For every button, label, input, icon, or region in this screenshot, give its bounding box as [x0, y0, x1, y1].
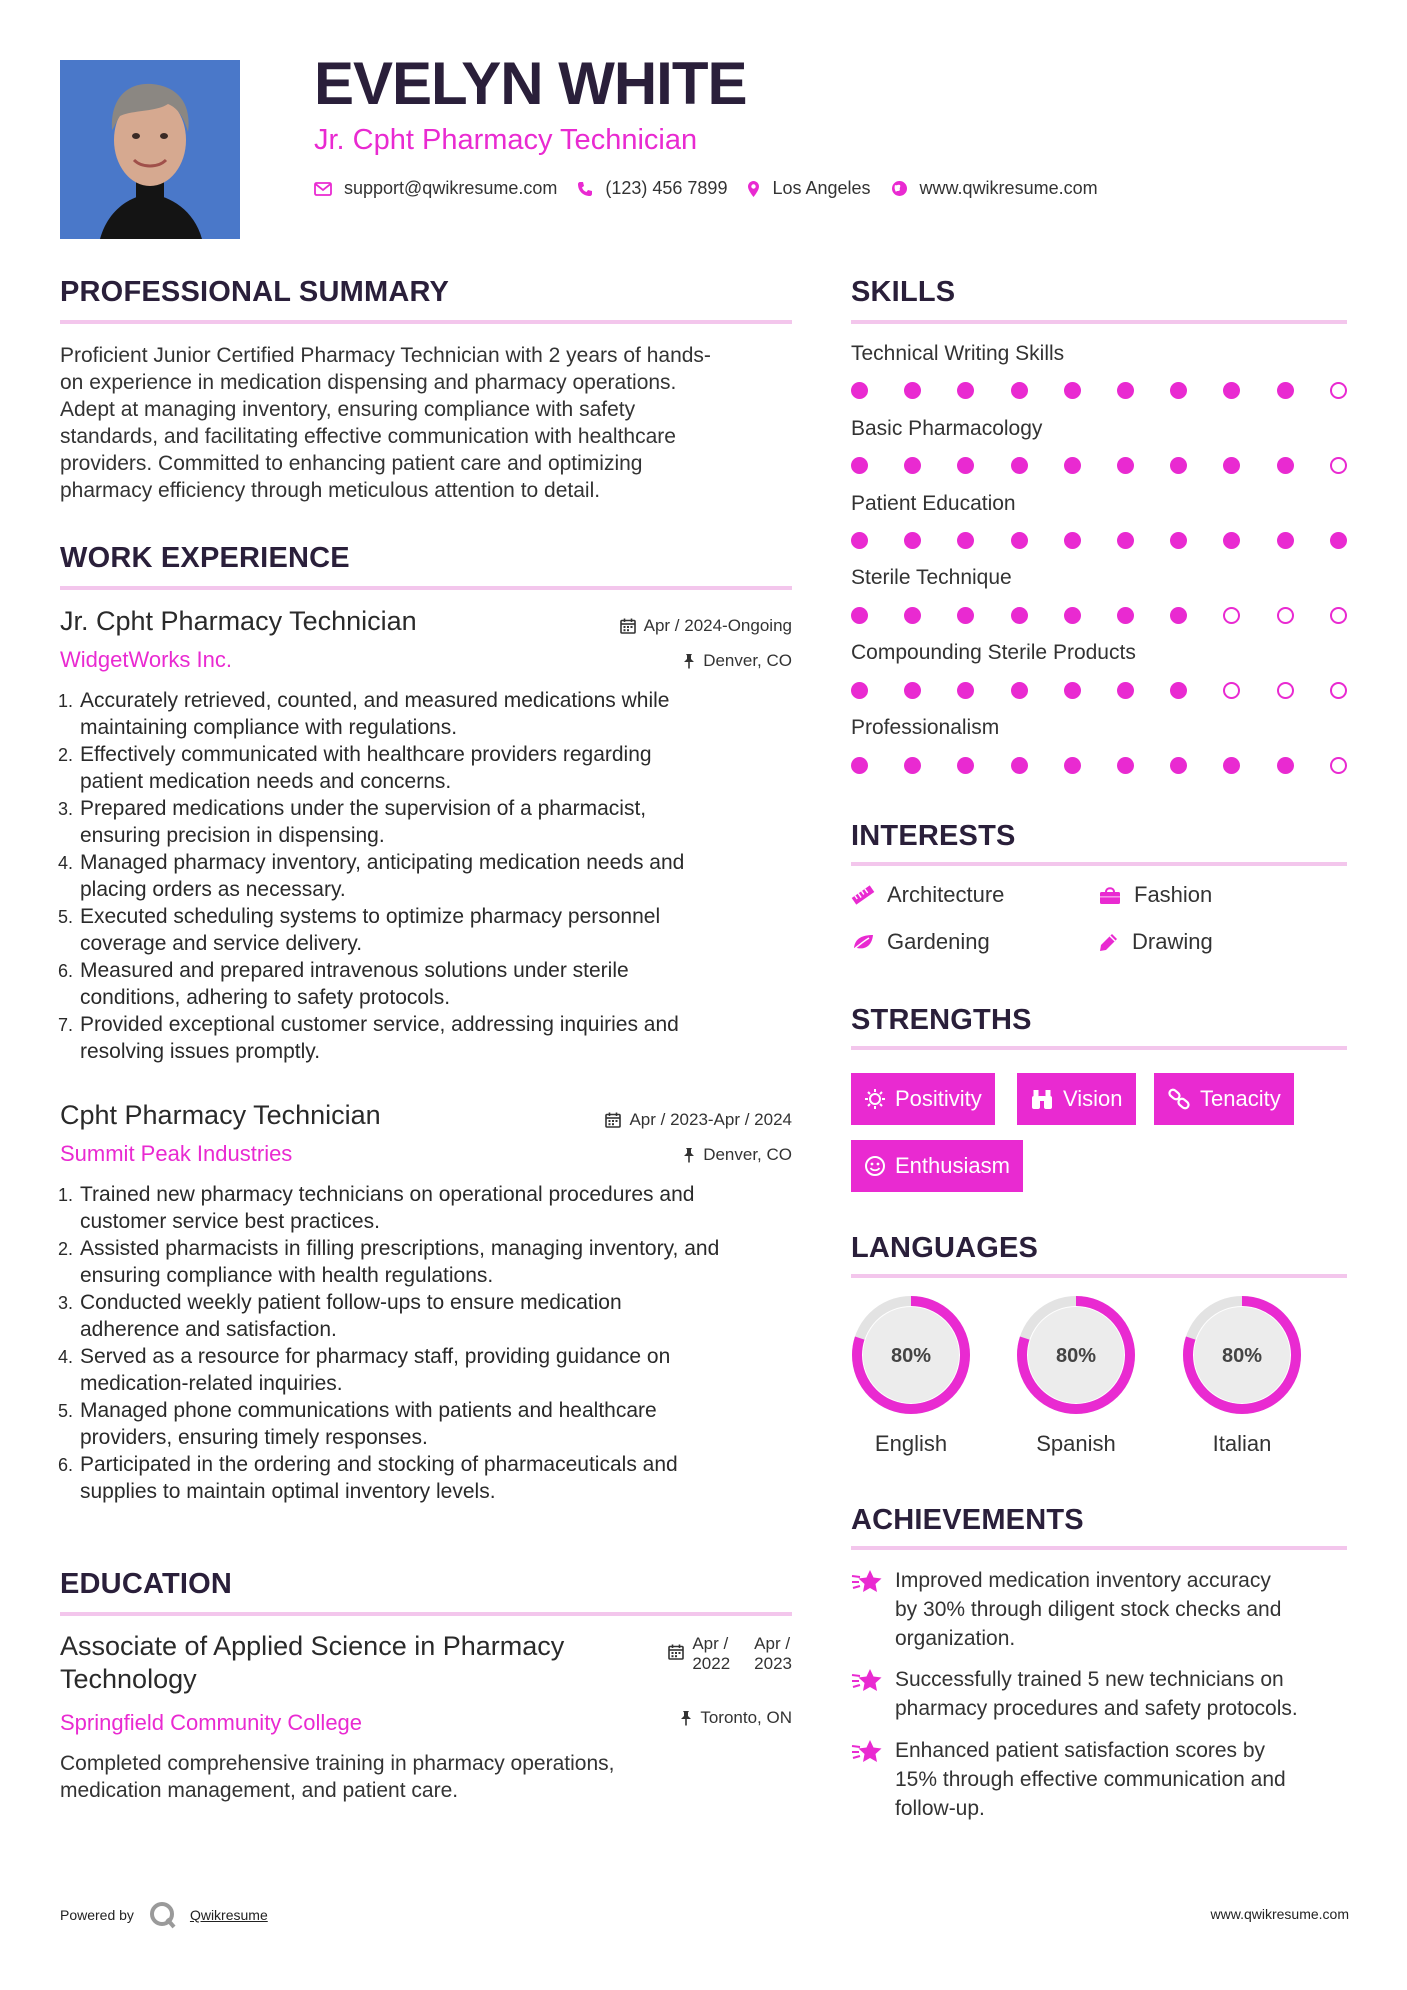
bullet-line: Effectively communicated with healthcare providers regarding	[80, 743, 652, 766]
language-item	[1015, 1294, 1137, 1457]
envelope-icon	[314, 182, 332, 196]
rating-dot-filled	[1064, 757, 1081, 774]
language-item	[850, 1294, 972, 1457]
achievement-line: follow-up.	[895, 1797, 985, 1820]
bullet-line: Trained new pharmacy technicians on operational procedures and	[80, 1183, 695, 1206]
calendar-icon	[620, 618, 636, 634]
candidate-title: Jr. Cpht Pharmacy Technician	[314, 124, 698, 156]
rating-dot-filled	[1117, 457, 1134, 474]
achievements-heading: ACHIEVEMENTS	[851, 1504, 1084, 1536]
bullet-line: Managed phone communications with patients and healthcare	[80, 1399, 657, 1422]
strength-tag	[1154, 1073, 1294, 1125]
achievement-text	[895, 1736, 1286, 1823]
rating-dot-empty	[1330, 607, 1347, 624]
job-date	[620, 616, 792, 636]
education-location-text: Toronto, ON	[700, 1708, 792, 1727]
rating-dot-filled	[851, 757, 868, 774]
end-date-year: 2023	[754, 1654, 792, 1673]
qwikresume-link[interactable]: Qwikresume	[189, 1907, 268, 1923]
job-title: Cpht Pharmacy Technician	[60, 1100, 381, 1130]
list-item	[78, 1235, 792, 1289]
location-text: Los Angeles	[772, 178, 871, 198]
language-progress-ring	[1181, 1294, 1303, 1416]
start-date	[692, 1634, 730, 1674]
shooting-star-icon	[851, 1568, 883, 1596]
interest-label: Architecture	[887, 882, 1005, 907]
bullet-line: placing orders as necessary.	[80, 878, 346, 901]
rating-dot-empty	[1223, 682, 1240, 699]
rating-dot-filled	[851, 382, 868, 399]
strength-label: Enthusiasm	[895, 1153, 1010, 1178]
job-company: Summit Peak Industries	[60, 1141, 293, 1166]
contact-bar	[314, 178, 1118, 199]
summary-line: Proficient Junior Certified Pharmacy Technician with 2 years of hands-	[60, 344, 711, 367]
skill-name: Technical Writing Skills	[851, 342, 1065, 365]
achievements-divider	[851, 1546, 1347, 1550]
summary-divider	[60, 320, 792, 324]
rating-dot-filled	[1011, 682, 1028, 699]
portrait-image	[60, 60, 240, 239]
interest-item	[851, 929, 990, 955]
contact-email[interactable]	[314, 178, 557, 199]
rating-dot-filled	[1011, 607, 1028, 624]
progress-percent-label: 80%	[1055, 1345, 1097, 1367]
summary-line: on experience in medication dispensing and pharmacy operations.	[60, 371, 677, 394]
rating-dot-filled	[1117, 757, 1134, 774]
list-item	[78, 795, 792, 849]
shooting-star-icon	[851, 1667, 883, 1695]
rating-dot-filled	[1170, 607, 1187, 624]
bullet-line: ensuring compliance with health regulations.	[80, 1264, 494, 1287]
rating-dot-filled	[1117, 607, 1134, 624]
rating-dot-filled	[957, 457, 974, 474]
interest-item	[851, 882, 1004, 908]
ruler-icon	[851, 885, 875, 905]
rating-dot-filled	[1223, 532, 1240, 549]
rating-dot-filled	[957, 682, 974, 699]
rating-dot-filled	[1064, 457, 1081, 474]
strengths-heading: STRENGTHS	[851, 1004, 1032, 1036]
summary-line: Adept at managing inventory, ensuring compliance with safety	[60, 398, 636, 421]
job-date-text: Apr / 2023-Apr / 2024	[629, 1110, 792, 1129]
job-location-text: Denver, CO	[703, 1145, 792, 1164]
education-desc-line: Completed comprehensive training in pharmacy operations,	[60, 1752, 615, 1775]
interest-label: Fashion	[1134, 882, 1213, 907]
bullet-line: Participated in the ordering and stocking of pharmaceuticals and	[80, 1453, 678, 1476]
language-progress-ring	[1015, 1294, 1137, 1416]
rating-dot-filled	[851, 457, 868, 474]
sun-icon	[864, 1088, 886, 1110]
bullet-line: Provided exceptional customer service, addressing inquiries and	[80, 1013, 679, 1036]
globe-icon	[891, 180, 908, 197]
job-title: Jr. Cpht Pharmacy Technician	[60, 606, 417, 636]
degree-line: Technology	[60, 1664, 197, 1694]
education-location	[680, 1708, 792, 1728]
start-date-year: 2022	[692, 1654, 731, 1673]
leaf-icon	[851, 932, 875, 952]
pencil-icon	[1098, 932, 1120, 952]
strength-tag	[1017, 1073, 1136, 1125]
skill-rating	[851, 457, 1347, 475]
bullet-line: Prepared medications under the supervision of a pharmacist,	[80, 797, 647, 820]
skill-name: Basic Pharmacology	[851, 417, 1043, 440]
footer-powered-by	[60, 1900, 268, 1930]
rating-dot-filled	[1223, 382, 1240, 399]
candidate-name: EVELYN WHITE	[314, 50, 747, 117]
strengths-divider	[851, 1046, 1347, 1050]
list-item	[78, 849, 792, 903]
skill-rating	[851, 607, 1347, 625]
job-location	[683, 651, 792, 671]
rating-dot-filled	[1011, 457, 1028, 474]
achievement-text	[895, 1665, 1298, 1723]
bullet-line: Assisted pharmacists in filling prescriptions, managing inventory, and	[80, 1237, 720, 1260]
rating-dot-filled	[1117, 532, 1134, 549]
education-heading: EDUCATION	[60, 1568, 233, 1600]
education-description	[60, 1750, 792, 1804]
rating-dot-filled	[1170, 382, 1187, 399]
contact-location	[747, 178, 870, 199]
link-icon	[1167, 1088, 1191, 1110]
end-date	[754, 1634, 792, 1674]
website-text: www.qwikresume.com	[919, 178, 1098, 198]
job-entry	[60, 1100, 792, 1505]
rating-dot-filled	[957, 607, 974, 624]
list-item	[78, 1397, 792, 1451]
bullet-line: patient medication needs and concerns.	[80, 770, 452, 793]
language-name: Italian	[1212, 1431, 1272, 1456]
rating-dot-filled	[1170, 532, 1187, 549]
rating-dot-filled	[1064, 382, 1081, 399]
phone-icon	[577, 181, 593, 197]
rating-dot-filled	[957, 757, 974, 774]
rating-dot-filled	[1064, 607, 1081, 624]
rating-dot-filled	[851, 607, 868, 624]
language-progress-ring	[850, 1294, 972, 1416]
achievement-line: by 30% through diligent stock checks and	[895, 1598, 1282, 1621]
rating-dot-empty	[1277, 607, 1294, 624]
list-item	[78, 687, 792, 741]
list-item	[78, 1451, 792, 1505]
rating-dot-filled	[1277, 532, 1294, 549]
rating-dot-filled	[1223, 757, 1240, 774]
rating-dot-filled	[1011, 757, 1028, 774]
language-name: Spanish	[1036, 1431, 1116, 1456]
progress-percent-label: 80%	[890, 1345, 932, 1367]
skill-name: Patient Education	[851, 492, 1016, 515]
rating-dot-filled	[1170, 457, 1187, 474]
rating-dot-filled	[851, 682, 868, 699]
rating-dot-filled	[904, 757, 921, 774]
rating-dot-filled	[1117, 682, 1134, 699]
rating-dot-filled	[957, 532, 974, 549]
achievement-text	[895, 1566, 1281, 1653]
list-item	[78, 957, 792, 1011]
rating-dot-empty	[1330, 757, 1347, 774]
pushpin-icon	[683, 1147, 695, 1163]
achievement-item	[851, 1736, 1351, 1823]
rating-dot-empty	[1277, 682, 1294, 699]
bullet-line: Measured and prepared intravenous solutions under sterile	[80, 959, 629, 982]
list-item	[78, 1181, 792, 1235]
rating-dot-filled	[904, 682, 921, 699]
bullet-line: medication-related inquiries.	[80, 1372, 343, 1395]
rating-dot-empty	[1223, 607, 1240, 624]
bullet-line: supplies to maintain optimal inventory levels.	[80, 1480, 496, 1503]
interests-heading: INTERESTS	[851, 820, 1016, 852]
list-item	[78, 1343, 792, 1397]
skills-divider	[851, 320, 1347, 324]
list-item	[78, 1011, 792, 1065]
interest-label: Drawing	[1132, 929, 1213, 954]
skill-name: Compounding Sterile Products	[851, 641, 1136, 664]
bullet-line: adherence and satisfaction.	[80, 1318, 337, 1341]
achievement-line: Successfully trained 5 new technicians on	[895, 1668, 1284, 1691]
list-item	[78, 741, 792, 795]
email-text: support@qwikresume.com	[344, 178, 558, 198]
bullet-line: Managed pharmacy inventory, anticipating medication needs and	[80, 851, 685, 874]
start-date-month: Apr /	[692, 1634, 729, 1653]
skill-name: Professionalism	[851, 716, 1000, 739]
rating-dot-filled	[904, 382, 921, 399]
skill-rating	[851, 532, 1347, 550]
strength-label: Vision	[1063, 1086, 1123, 1111]
rating-dot-filled	[1223, 457, 1240, 474]
rating-dot-filled	[1277, 382, 1294, 399]
education-desc-line: medication management, and patient care.	[60, 1779, 459, 1802]
job-entry	[60, 606, 792, 1065]
achievement-line: Enhanced patient satisfaction scores by	[895, 1739, 1266, 1762]
degree-line: Associate of Applied Science in Pharmacy	[60, 1631, 565, 1661]
bullet-line: conditions, adhering to safety protocols.	[80, 986, 451, 1009]
interest-item	[1098, 929, 1213, 955]
map-pin-icon	[747, 180, 760, 198]
smile-icon	[864, 1155, 886, 1177]
job-company: WidgetWorks Inc.	[60, 647, 232, 672]
binoculars-icon	[1030, 1088, 1054, 1110]
education-dates	[668, 1634, 792, 1674]
skill-rating	[851, 382, 1347, 400]
contact-phone[interactable]	[577, 178, 727, 199]
job-location-text: Denver, CO	[703, 651, 792, 670]
school-name: Springfield Community College	[60, 1710, 363, 1735]
strength-tag	[851, 1140, 1023, 1192]
phone-text: (123) 456 7899	[605, 178, 728, 198]
pushpin-icon	[680, 1710, 692, 1726]
contact-website[interactable]	[891, 178, 1098, 199]
interests-divider	[851, 862, 1347, 866]
rating-dot-filled	[1064, 682, 1081, 699]
list-item	[78, 1289, 792, 1343]
bullet-line: Conducted weekly patient follow-ups to ensure medication	[80, 1291, 622, 1314]
calendar-icon	[668, 1644, 684, 1660]
summary-heading: PROFESSIONAL SUMMARY	[60, 276, 450, 308]
bullet-line: Accurately retrieved, counted, and measured medications while	[80, 689, 670, 712]
interest-item	[1098, 882, 1212, 908]
language-item	[1181, 1294, 1303, 1457]
achievement-line: organization.	[895, 1627, 1016, 1650]
rating-dot-filled	[1011, 382, 1028, 399]
rating-dot-filled	[1011, 532, 1028, 549]
experience-heading: WORK EXPERIENCE	[60, 542, 350, 574]
powered-by-text: Powered by	[60, 1907, 134, 1923]
rating-dot-filled	[904, 607, 921, 624]
job-date	[605, 1110, 792, 1130]
rating-dot-filled	[1117, 382, 1134, 399]
summary-line: standards, and facilitating effective communication with healthcare	[60, 425, 676, 448]
interest-label: Gardening	[887, 929, 990, 954]
achievement-line: pharmacy procedures and safety protocols.	[895, 1697, 1298, 1720]
bullet-line: ensuring precision in dispensing.	[80, 824, 385, 847]
languages-divider	[851, 1274, 1347, 1278]
job-responsibilities	[60, 687, 792, 1065]
shooting-star-icon	[851, 1738, 883, 1766]
education-divider	[60, 1612, 792, 1616]
shopping-bag-icon	[1098, 885, 1122, 905]
strength-label: Positivity	[895, 1086, 982, 1111]
strength-label: Tenacity	[1200, 1086, 1281, 1111]
strength-tag	[851, 1073, 995, 1125]
bullet-line: maintaining compliance with regulations.	[80, 716, 458, 739]
achievement-item	[851, 1566, 1351, 1653]
rating-dot-filled	[904, 457, 921, 474]
progress-percent-label: 80%	[1221, 1345, 1263, 1367]
skill-rating	[851, 682, 1347, 700]
bullet-line: resolving issues promptly.	[80, 1040, 321, 1063]
rating-dot-empty	[1330, 682, 1347, 699]
profile-photo	[60, 60, 240, 239]
rating-dot-filled	[1170, 757, 1187, 774]
list-item	[78, 903, 792, 957]
achievement-line: 15% through effective communication and	[895, 1768, 1286, 1791]
rating-dot-filled	[1277, 757, 1294, 774]
job-date-text: Apr / 2024-Ongoing	[643, 616, 792, 635]
summary-text	[60, 342, 800, 504]
rating-dot-filled	[1330, 532, 1347, 549]
rating-dot-filled	[904, 532, 921, 549]
bullet-line: Executed scheduling systems to optimize pharmacy personnel	[80, 905, 661, 928]
qwikresume-logo-icon	[148, 1900, 178, 1930]
rating-dot-filled	[851, 532, 868, 549]
pushpin-icon	[683, 653, 695, 669]
bullet-line: customer service best practices.	[80, 1210, 380, 1233]
skill-rating	[851, 757, 1347, 775]
languages-heading: LANGUAGES	[851, 1232, 1039, 1264]
rating-dot-empty	[1330, 382, 1347, 399]
rating-dot-filled	[1170, 682, 1187, 699]
job-location	[683, 1145, 792, 1165]
bullet-line: Served as a resource for pharmacy staff, providing guidance on	[80, 1345, 671, 1368]
education-entry	[60, 1630, 792, 1804]
bullet-line: coverage and service delivery.	[80, 932, 363, 955]
experience-divider	[60, 586, 792, 590]
calendar-icon	[605, 1112, 621, 1128]
footer-url[interactable]: www.qwikresume.com	[1210, 1906, 1349, 1922]
rating-dot-filled	[1064, 532, 1081, 549]
rating-dot-empty	[1330, 457, 1347, 474]
skills-heading: SKILLS	[851, 276, 956, 308]
skill-name: Sterile Technique	[851, 566, 1012, 589]
achievement-item	[851, 1665, 1351, 1723]
end-date-month: Apr /	[754, 1634, 791, 1653]
rating-dot-filled	[957, 382, 974, 399]
achievement-line: Improved medication inventory accuracy	[895, 1569, 1271, 1592]
job-responsibilities	[60, 1181, 792, 1505]
rating-dot-filled	[1277, 457, 1294, 474]
bullet-line: providers, ensuring timely responses.	[80, 1426, 428, 1449]
summary-line: providers. Committed to enhancing patient care and optimizing	[60, 452, 643, 475]
language-name: English	[874, 1431, 948, 1456]
summary-line: pharmacy efficiency through meticulous attention to detail.	[60, 479, 601, 502]
